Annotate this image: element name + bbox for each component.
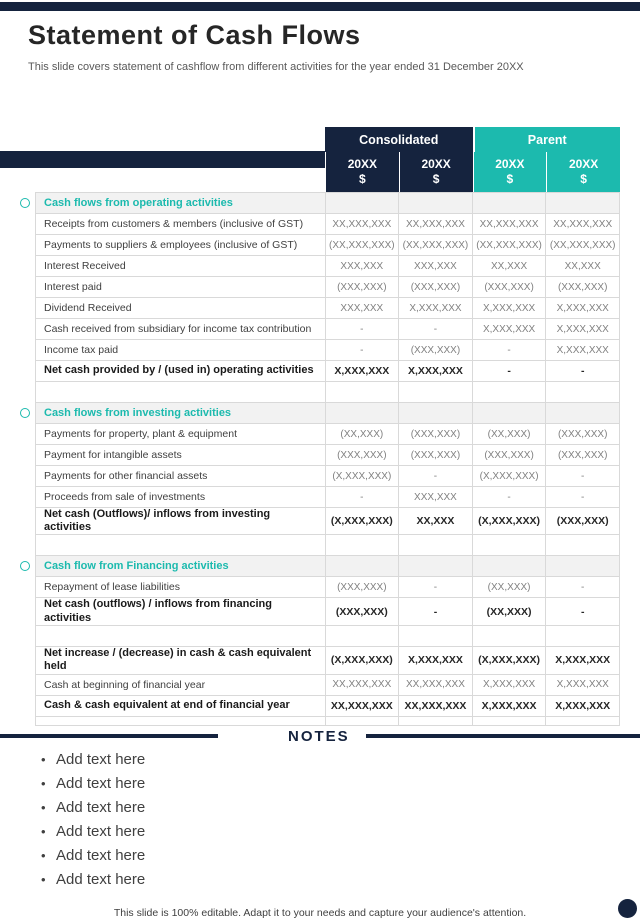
- value-cell: [545, 717, 619, 725]
- note-item[interactable]: • Add text here: [56, 846, 145, 870]
- table-body: [35, 192, 620, 726]
- value-cell: X,XXX,XXX: [472, 298, 546, 318]
- note-item[interactable]: • Add text here: [56, 750, 145, 774]
- value-cell: XX,XXX,XXX: [398, 675, 472, 695]
- column-group-parent: Parent: [473, 127, 621, 152]
- notes-divider-line-left: [0, 734, 218, 738]
- value-cell: [545, 193, 619, 213]
- value-cell: [472, 382, 546, 402]
- column-header-parent-year-2: [546, 152, 620, 192]
- table-row: [36, 424, 619, 445]
- value-cell: -: [325, 319, 399, 339]
- value-cell: XX,XXX,XXX: [472, 214, 546, 234]
- value-cell: [325, 626, 399, 646]
- slide-footer-text: This slide is 100% editable. Adapt it to your needs and capture your audience's attention.: [113, 907, 527, 919]
- table-row: [36, 675, 619, 696]
- value-cell: [472, 717, 546, 725]
- table-row: [36, 298, 619, 319]
- table-row: [36, 626, 619, 647]
- value-cell: X,XXX,XXX: [545, 319, 619, 339]
- value-cell: [325, 717, 399, 725]
- currency-label: $: [359, 172, 366, 186]
- value-cell: [472, 626, 546, 646]
- value-cell: [545, 382, 619, 402]
- value-cell: (XXX,XXX): [398, 340, 472, 360]
- notes-divider: [0, 729, 640, 743]
- slide-subtitle: This slide covers statement of cashflow from different activities for the year ended 31 December 20XX: [28, 61, 524, 73]
- value-cell: -: [325, 340, 399, 360]
- value-cell: (XX,XXX,XXX): [398, 235, 472, 255]
- value-cell: XX,XXX: [545, 256, 619, 276]
- label-column-spacer: [35, 127, 325, 152]
- notes-list: [56, 750, 145, 894]
- row-label: Net increase / (decrease) in cash & cash equivalent held: [44, 647, 312, 673]
- cash-flow-table: [35, 127, 620, 726]
- footer-circle-decoration: [618, 899, 637, 918]
- value-cell: XX,XXX: [398, 508, 472, 534]
- value-cell: X,XXX,XXX: [545, 340, 619, 360]
- value-cell: XXX,XXX: [398, 256, 472, 276]
- value-cell: [398, 403, 472, 423]
- section-bullet-icon: [20, 561, 30, 571]
- row-label: Cash flows from operating activities: [44, 197, 233, 209]
- value-cell: (XX,XXX,XXX): [472, 235, 546, 255]
- value-cell: [325, 556, 399, 576]
- value-cell: [472, 403, 546, 423]
- table-row: [36, 647, 619, 675]
- row-label: Dividend Received: [44, 302, 132, 314]
- row-label: Net cash provided by / (used in) operating activities: [44, 364, 314, 377]
- value-cell: -: [545, 577, 619, 597]
- note-item[interactable]: • Add text here: [56, 822, 145, 846]
- table-row: [36, 535, 619, 556]
- value-cell: -: [398, 598, 472, 624]
- column-group-consolidated: Consolidated: [325, 127, 473, 152]
- value-cell: (XXX,XXX): [398, 424, 472, 444]
- label-column-spacer: [35, 152, 325, 192]
- value-cell: -: [545, 466, 619, 486]
- table-row: [36, 277, 619, 298]
- value-cell: X,XXX,XXX: [545, 696, 619, 716]
- row-label: Proceeds from sale of investments: [44, 491, 206, 503]
- row-label: [36, 382, 325, 402]
- value-cell: -: [325, 487, 399, 507]
- row-label: Net cash (outflows) / inflows from financing activities: [44, 598, 272, 624]
- value-cell: XXX,XXX: [325, 298, 399, 318]
- value-cell: -: [472, 487, 546, 507]
- row-label: Cash flow from Financing activities: [44, 560, 229, 573]
- column-group-header-row: [35, 127, 620, 152]
- value-cell: -: [545, 361, 619, 381]
- value-cell: [325, 535, 399, 555]
- table-row: [36, 403, 619, 424]
- value-cell: [545, 626, 619, 646]
- column-header-consolidated-year-1: [325, 152, 399, 192]
- value-cell: -: [545, 487, 619, 507]
- notes-heading: NOTES: [288, 727, 350, 745]
- currency-label: $: [580, 172, 587, 186]
- value-cell: [472, 535, 546, 555]
- value-cell: (XXX,XXX): [545, 445, 619, 465]
- value-cell: X,XXX,XXX: [398, 298, 472, 318]
- row-label: Net cash (Outflows)/ inflows from investing activities: [44, 508, 271, 534]
- value-cell: -: [545, 598, 619, 624]
- row-label: Interest paid: [44, 281, 102, 293]
- value-cell: (XX,XXX): [325, 424, 399, 444]
- note-item[interactable]: • Add text here: [56, 774, 145, 798]
- value-cell: [398, 717, 472, 725]
- page-title: Statement of Cash Flows: [28, 20, 361, 50]
- value-cell: -: [472, 361, 546, 381]
- currency-label: $: [432, 172, 440, 186]
- table-row: [36, 214, 619, 235]
- value-cell: (XXX,XXX): [545, 508, 619, 534]
- table-row: [36, 340, 619, 361]
- value-cell: [545, 556, 619, 576]
- table-row: [36, 508, 619, 535]
- value-cell: XXX,XXX: [325, 256, 399, 276]
- value-cell: (X,XXX,XXX): [472, 508, 546, 534]
- table-row: [36, 696, 619, 717]
- value-cell: (XX,XXX): [472, 598, 546, 624]
- value-cell: (XX,XXX,XXX): [545, 235, 619, 255]
- value-cell: [472, 193, 546, 213]
- note-item[interactable]: • Add text here: [56, 798, 145, 822]
- value-cell: XXX,XXX: [398, 487, 472, 507]
- value-cell: (XXX,XXX): [472, 277, 546, 297]
- row-label: [36, 717, 325, 725]
- column-header-parent-year-1: [473, 152, 547, 192]
- top-accent-bar: [0, 2, 640, 11]
- value-cell: (XX,XXX,XXX): [325, 235, 399, 255]
- value-cell: X,XXX,XXX: [545, 298, 619, 318]
- value-cell: [398, 382, 472, 402]
- table-row: [36, 445, 619, 466]
- value-cell: XX,XXX,XXX: [325, 675, 399, 695]
- value-cell: [472, 556, 546, 576]
- row-label: Payments for other financial assets: [44, 470, 208, 482]
- year-label: 20XX: [495, 157, 525, 171]
- value-cell: (XXX,XXX): [398, 277, 472, 297]
- table-row: [36, 256, 619, 277]
- table-row: [36, 361, 619, 382]
- section-bullet-icon: [20, 408, 30, 418]
- value-cell: -: [398, 319, 472, 339]
- value-cell: X,XXX,XXX: [545, 647, 619, 674]
- table-row: [36, 556, 619, 577]
- row-label: Income tax paid: [44, 344, 119, 356]
- value-cell: (XXX,XXX): [472, 445, 546, 465]
- row-label: Payments for property, plant & equipment: [44, 428, 237, 440]
- value-cell: [545, 403, 619, 423]
- value-cell: [398, 535, 472, 555]
- column-subheader-row: [35, 152, 620, 192]
- table-row: [36, 382, 619, 403]
- value-cell: X,XXX,XXX: [472, 319, 546, 339]
- value-cell: (XXX,XXX): [398, 445, 472, 465]
- currency-label: $: [506, 172, 514, 186]
- value-cell: -: [398, 466, 472, 486]
- table-row: [36, 466, 619, 487]
- table-row: [36, 193, 619, 214]
- value-cell: XX,XXX: [472, 256, 546, 276]
- value-cell: (X,XXX,XXX): [325, 647, 399, 674]
- value-cell: (XXX,XXX): [545, 424, 619, 444]
- value-cell: [398, 556, 472, 576]
- value-cell: X,XXX,XXX: [472, 696, 546, 716]
- value-cell: X,XXX,XXX: [545, 675, 619, 695]
- table-row: [36, 717, 619, 726]
- column-header-consolidated-year-2: [399, 152, 473, 192]
- value-cell: (XXX,XXX): [325, 277, 399, 297]
- value-cell: (X,XXX,XXX): [472, 647, 546, 674]
- table-row: [36, 577, 619, 598]
- value-cell: -: [398, 577, 472, 597]
- value-cell: XX,XXX,XXX: [398, 214, 472, 234]
- notes-divider-line-right: [366, 734, 640, 738]
- row-label: [36, 626, 325, 646]
- row-label: Receipts from customers & members (inclusive of GST): [44, 218, 304, 230]
- value-cell: (XX,XXX): [472, 577, 546, 597]
- table-row: [36, 235, 619, 256]
- value-cell: (XXX,XXX): [325, 598, 399, 624]
- table-row: [36, 598, 619, 625]
- table-row: [36, 319, 619, 340]
- value-cell: (XXX,XXX): [545, 277, 619, 297]
- value-cell: X,XXX,XXX: [325, 361, 399, 381]
- row-label: Cash flows from investing activities: [44, 407, 232, 419]
- value-cell: [325, 193, 399, 213]
- year-label: 20XX: [347, 157, 378, 171]
- value-cell: X,XXX,XXX: [398, 361, 472, 381]
- value-cell: [398, 193, 472, 213]
- value-cell: [325, 382, 399, 402]
- value-cell: (X,XXX,XXX): [325, 466, 399, 486]
- value-cell: (XX,XXX): [472, 424, 546, 444]
- value-cell: X,XXX,XXX: [398, 647, 472, 674]
- value-cell: [398, 626, 472, 646]
- value-cell: (X,XXX,XXX): [325, 508, 399, 534]
- row-label: [36, 535, 325, 555]
- value-cell: [325, 403, 399, 423]
- row-label: Cash at beginning of financial year: [44, 678, 206, 691]
- row-label: Cash received from subsidiary for income tax contribution: [44, 323, 312, 335]
- table-row: [36, 487, 619, 508]
- value-cell: (XXX,XXX): [325, 445, 399, 465]
- year-label: 20XX: [568, 157, 599, 171]
- row-label: Cash & cash equivalent at end of financial year: [44, 699, 290, 712]
- section-bullet-icon: [20, 198, 30, 208]
- value-cell: XX,XXX,XXX: [325, 214, 399, 234]
- value-cell: -: [472, 340, 546, 360]
- value-cell: (X,XXX,XXX): [472, 466, 546, 486]
- note-item[interactable]: • Add text here: [56, 870, 145, 894]
- row-label: Interest Received: [44, 260, 126, 272]
- value-cell: XX,XXX,XXX: [398, 696, 472, 716]
- year-label: 20XX: [421, 157, 451, 171]
- row-label: Repayment of lease liabilities: [44, 581, 180, 594]
- value-cell: X,XXX,XXX: [472, 675, 546, 695]
- row-label: Payments to suppliers & employees (inclusive of GST): [44, 239, 298, 251]
- value-cell: (XXX,XXX): [325, 577, 399, 597]
- row-label: Payment for intangible assets: [44, 449, 182, 461]
- value-cell: XX,XXX,XXX: [545, 214, 619, 234]
- value-cell: [545, 535, 619, 555]
- value-cell: XX,XXX,XXX: [325, 696, 399, 716]
